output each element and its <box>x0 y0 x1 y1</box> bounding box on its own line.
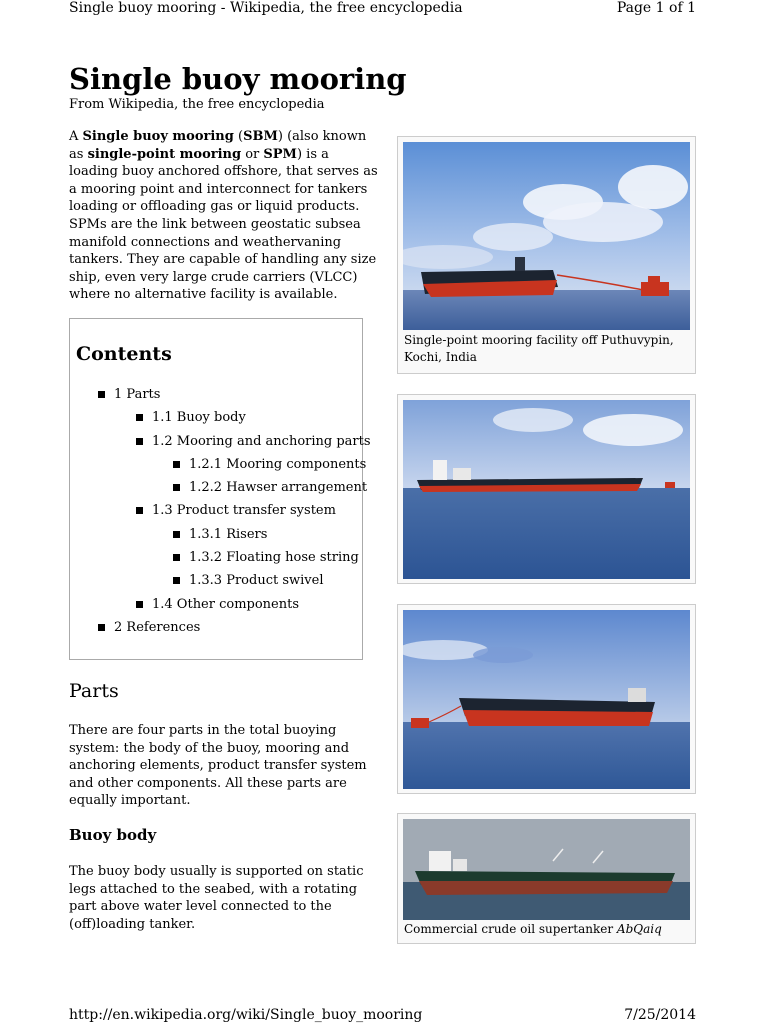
toc-item-label: 1.3.1 Risers <box>189 526 268 542</box>
toc-item-label: 1.4 Other components <box>152 596 300 612</box>
figure-caption <box>404 921 689 938</box>
print-header-page: Page 1 of 1 <box>616 0 696 16</box>
figure-image-tanker-buoy[interactable] <box>403 610 690 789</box>
section-text-buoy-body: The buoy body usually is supported on static legs attached to the seabed, with a rotating part above water level connected to the (off)loading tanker. <box>69 864 364 932</box>
toc-item-label: 1.2.1 Mooring components <box>189 456 367 472</box>
bullet-icon <box>173 577 180 584</box>
page-subtitle: From Wikipedia, the free encyclopedia <box>69 97 325 112</box>
figure-caption-text: Commercial crude oil supertanker <box>404 922 617 936</box>
intro-text: A <box>69 129 83 144</box>
bullet-icon <box>173 554 180 561</box>
figure-tanker-3 <box>397 604 696 794</box>
bullet-icon <box>136 507 143 514</box>
figure-tanker-2 <box>397 394 696 584</box>
figure-abqaiq <box>397 813 696 944</box>
toc-item-label: 1.2.2 Hawser arrangement <box>189 480 368 496</box>
intro-term-sbm-long: Single buoy mooring <box>82 129 234 144</box>
intro-term-sbm: SBM <box>243 129 278 144</box>
section-heading-parts: Parts <box>69 680 119 702</box>
bullet-icon <box>136 601 143 608</box>
toc-item-label: 1.3.2 Floating hose string <box>189 550 359 566</box>
print-footer-date: 7/25/2014 <box>624 1007 696 1023</box>
figure-image-tanker-sea[interactable] <box>403 400 690 579</box>
bullet-icon <box>173 531 180 538</box>
page-title: Single buoy mooring <box>69 62 407 96</box>
bullet-icon <box>136 438 143 445</box>
toc-item-label: 1.1 Buoy body <box>152 410 246 426</box>
table-of-contents <box>69 318 371 660</box>
bullet-icon <box>173 461 180 468</box>
bullet-icon <box>98 391 105 398</box>
figure-caption-ship-name: AbQaiq <box>616 922 662 936</box>
intro-text: or <box>241 146 264 162</box>
toc-item-label: 2 References <box>114 619 201 635</box>
toc-item-label: 1 Parts <box>114 387 161 402</box>
figure-image-tanker-at-buoy[interactable] <box>403 142 690 330</box>
section-heading-buoy-body: Buoy body <box>69 826 157 844</box>
print-header <box>69 0 696 20</box>
toc-item-label: 1.3.3 Product swivel <box>189 573 324 589</box>
figure-spm-facility <box>397 136 696 374</box>
print-footer-url: http://en.wikipedia.org/wiki/Single_buoy_mooring <box>69 1007 423 1023</box>
intro-term-spm-long: single-point mooring <box>87 146 242 162</box>
intro-text: ) (also known as <box>69 129 367 162</box>
print-header-title: Single buoy mooring - Wikipedia, the free encyclopedia <box>69 0 463 16</box>
bullet-icon <box>98 624 105 631</box>
toc-title: Contents <box>76 343 172 365</box>
intro-text: ( <box>233 129 244 144</box>
figure-image-supertanker[interactable] <box>403 819 690 920</box>
intro-term-spm: SPM <box>263 146 297 162</box>
section-text-parts: There are four parts in the total buoying system: the body of the buoy, mooring and anchoring elements, product transfer system and other components. All these parts are equally important. <box>69 723 367 809</box>
intro-paragraph <box>69 128 381 304</box>
figure-caption: Single-point mooring facility off Puthuvypin, Kochi, India <box>404 333 674 364</box>
bullet-icon <box>173 484 180 491</box>
toc-item-label: 1.2 Mooring and anchoring parts <box>152 433 371 449</box>
intro-text: ) is a loading buoy anchored offshore, that serves as a mooring point and interconnect for tankers loading or offloading gas or liquid products. SPMs are the link between geostatic subsea manifold connections and weathervaning tankers. They are capable of handling any size ship, even very large crude carriers (VLCC) where no alternative facility is available. <box>69 146 378 303</box>
bullet-icon <box>136 414 143 421</box>
toc-item-label: 1.3 Product transfer system <box>152 503 336 519</box>
